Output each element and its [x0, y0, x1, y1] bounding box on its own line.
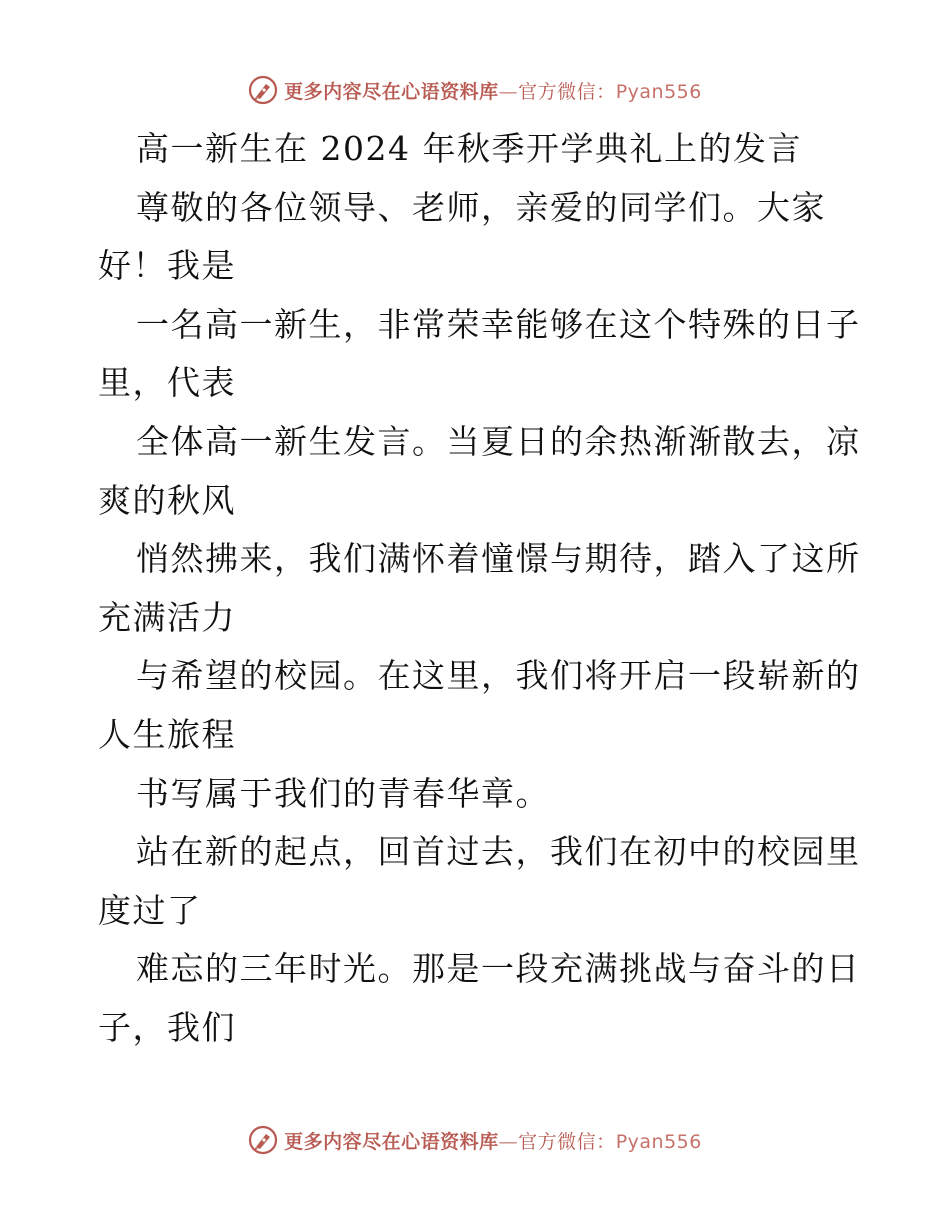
paragraph-line: 一名高一新生，非常荣幸能够在这个特殊的日子 [136, 304, 861, 344]
paragraph-line: 爽的秋风 [98, 480, 236, 520]
fountain-pen-logo-icon [248, 75, 278, 105]
paragraph-line: 难忘的三年时光。那是一段充满挑战与奋斗的日 [136, 949, 861, 989]
paragraph-line: 度过了 [98, 890, 202, 930]
paragraph-line: 书写属于我们的青春华章。 [136, 773, 550, 813]
paragraph-line: 里，代表 [98, 363, 236, 403]
watermark-wechat-id: Pyan556 [615, 1130, 702, 1153]
paragraph-line: 与希望的校园。在这里，我们将开启一段崭新的 [136, 656, 861, 696]
paragraph-line: 人生旅程 [98, 714, 236, 754]
watermark-main: 更多内容尽在心语资料库 [284, 80, 499, 103]
paragraph-line: 尊敬的各位领导、老师，亲爱的同学们。大家 [136, 187, 826, 227]
watermark-text [284, 1127, 702, 1154]
watermark-text [284, 77, 702, 104]
paragraph-line: 充满活力 [98, 597, 236, 637]
watermark-main: 更多内容尽在心语资料库 [284, 1130, 499, 1153]
paragraph-line: 全体高一新生发言。当夏日的余热渐渐散去，凉 [136, 421, 861, 461]
watermark-wechat-label: 官方微信： [518, 80, 616, 103]
paragraph-line: 站在新的起点，回首过去，我们在初中的校园里 [136, 832, 861, 872]
paragraph-line: 悄然拂来，我们满怀着憧憬与期待，踏入了这所 [136, 539, 861, 579]
document-title: 高一新生在 2024 年秋季开学典礼上的发言 [136, 129, 802, 168]
watermark-separator: — [498, 1130, 519, 1153]
watermark-separator: — [498, 80, 519, 103]
header-watermark [0, 70, 950, 110]
paragraph-line: 子，我们 [98, 1007, 236, 1047]
watermark-wechat-label: 官方微信： [518, 1130, 616, 1153]
paragraph-line: 好！我是 [98, 246, 236, 286]
fountain-pen-logo-icon [248, 1125, 278, 1155]
document-body [98, 120, 861, 1058]
footer-watermark [0, 1120, 950, 1160]
watermark-wechat-id: Pyan556 [615, 80, 702, 103]
